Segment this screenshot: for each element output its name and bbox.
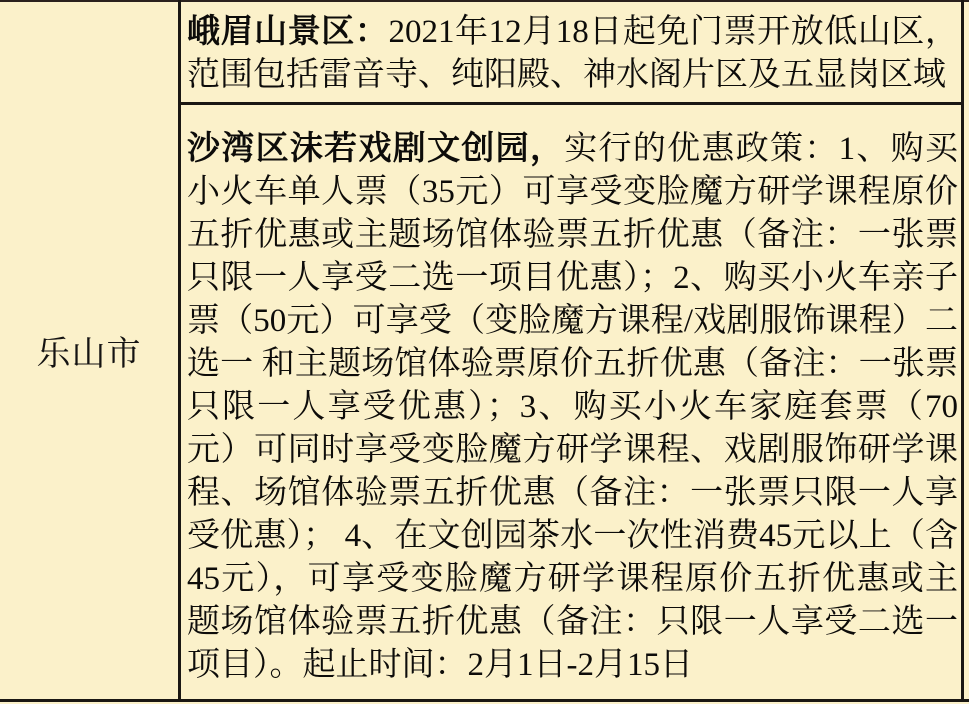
table-border-bottom (0, 699, 969, 702)
attraction-name-shawan: 沙湾区沫若戏剧文创园， (187, 131, 565, 167)
region-label: 乐山市 (36, 335, 142, 373)
table-row-divider (181, 102, 961, 105)
shawan-policy-text: 实行的优惠政策：1、购买小火车单人票（35元）可享受变脸魔方研学课程原价五折优惠或主题场馆体验票五折优惠（备注：一张票只限一人享受二选一项目优惠）；2、购买小火车亲子票（50元）可享受（变脸魔方课程/戏剧服饰课程）二选一 和主题场馆体验票原价五折优惠（备注：一张票只限一人享受优惠）；3、购买小火车家庭套票（70元）可同时享受变脸魔方研学课程、戏剧服饰研学课程、场馆体验票五折优惠（备注：一张票只限一人享受优惠）； 4、在文创园茶水一次性消费45元以上（含45元），可享受变脸魔方研学课程原价五折优惠或主题场馆体验票五折优惠（备注：只限一人享受二选一项目）。起止时间：2月1日-2月15日 (187, 131, 959, 683)
table-border-top (0, 0, 969, 2)
attraction-policy-text: 2021年12月18日起免门票开放低山区，范围包括雷音寺、纯阳殿、神水阁片区及五显岗区域 (187, 14, 959, 93)
shawan-policy-cell (181, 105, 961, 699)
table-column-divider (178, 0, 181, 702)
table-border-right (961, 0, 964, 702)
attraction-name-emeishan: 峨眉山景区： (187, 14, 389, 50)
emeishan-policy-cell (181, 2, 961, 102)
region-cell (0, 2, 178, 699)
